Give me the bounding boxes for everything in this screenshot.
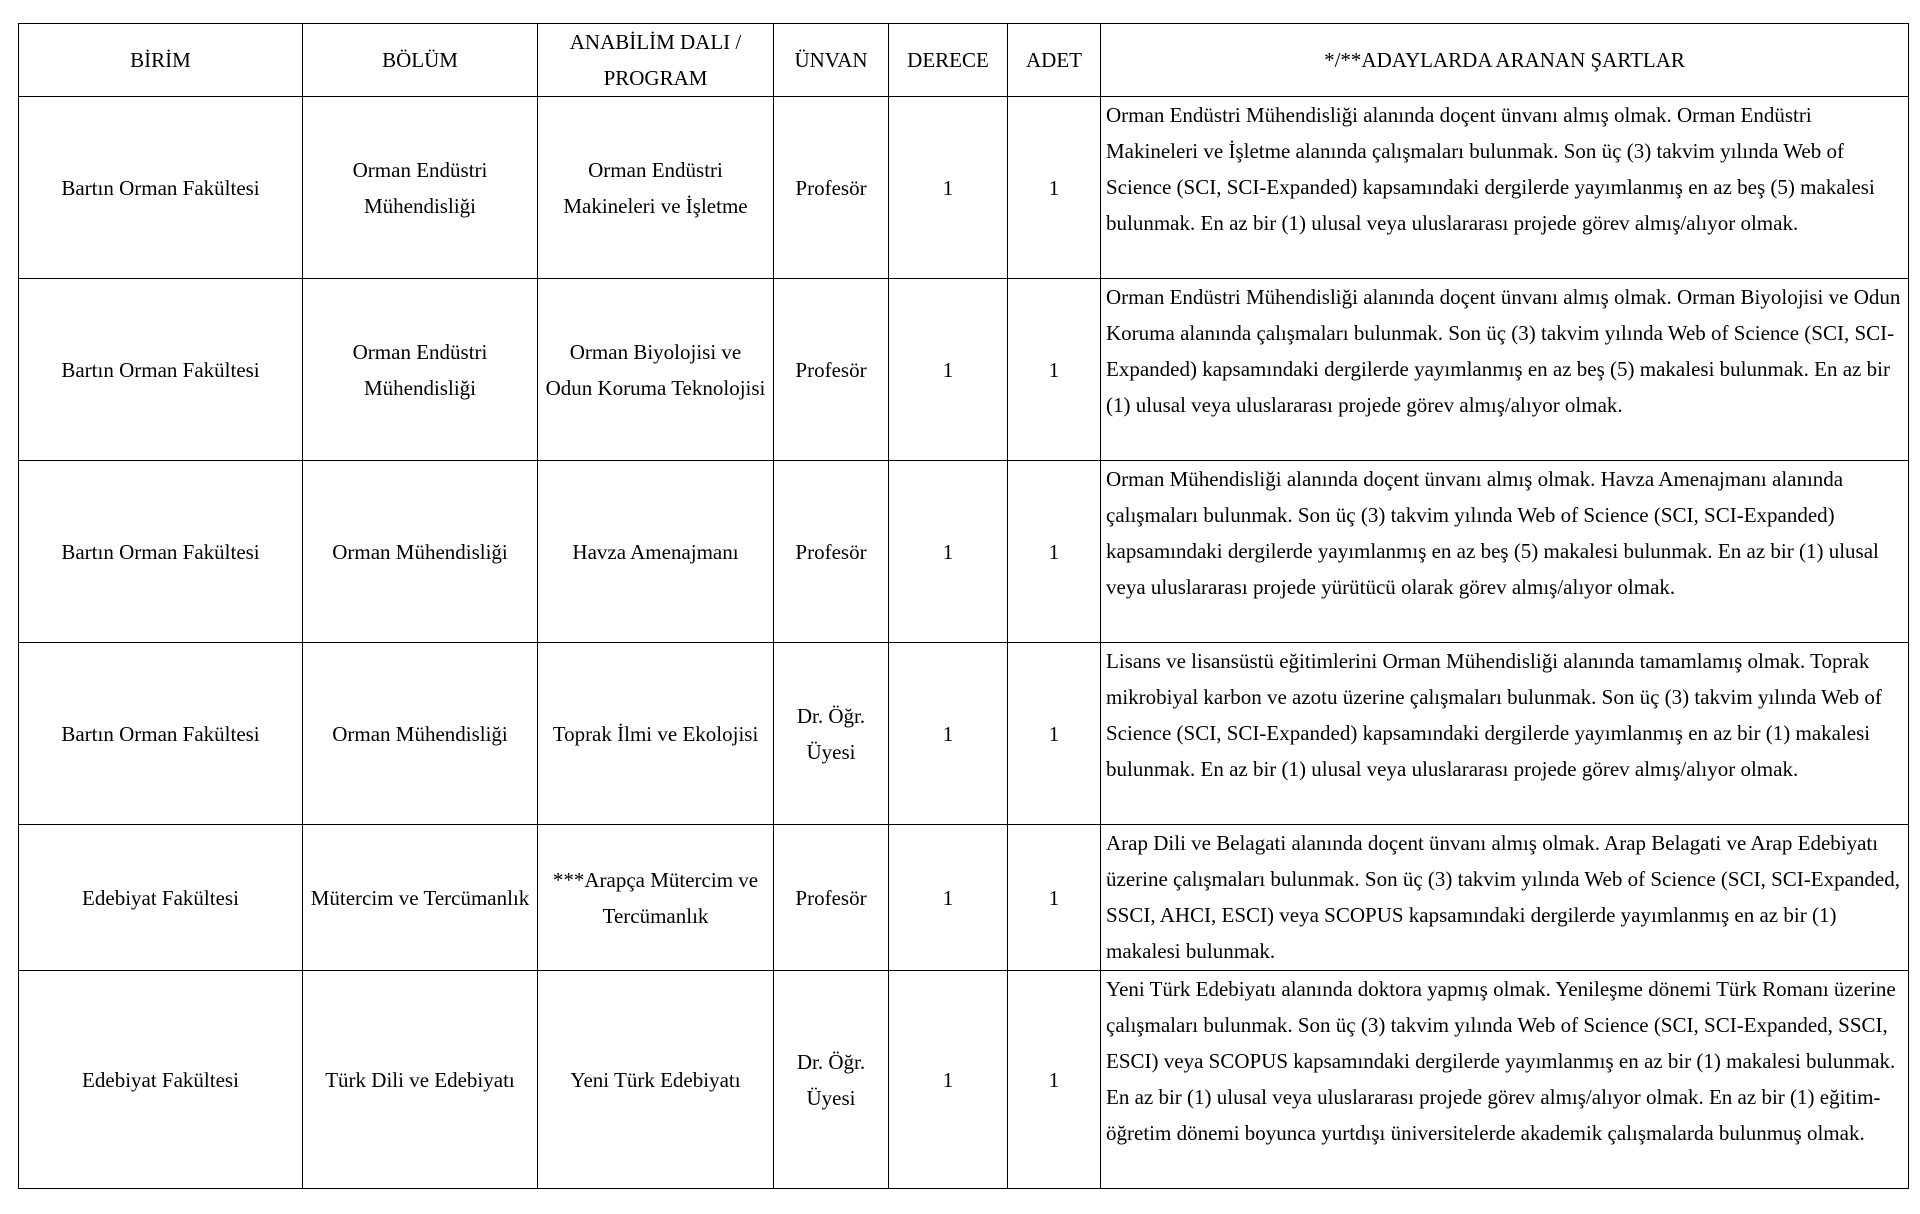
- cell-derece: 1: [889, 825, 1008, 971]
- cell-bolum: [303, 97, 538, 279]
- cell-adet: 1: [1008, 461, 1101, 643]
- positions-table: [18, 23, 1909, 1189]
- header-anabilim: [538, 24, 774, 97]
- cell-sartlar: Lisans ve lisansüstü eğitimlerini Orman Mühendisliği alanında tamamlamış olmak. Toprak mikrobiyal karbon ve azotu üzerine çalışmaları bulunmak. Son üç (3) takvim yılında Web of Science (SCI, SCI-Expanded) kapsamındaki dergilerde yayımlanmış en az bir (1) makalesi bulunmak. En az bir (1) ulusal veya uluslararası projede görev almış/alıyor olmak.: [1101, 643, 1909, 825]
- unvan-text: Profesör: [795, 885, 867, 910]
- header-row: [19, 24, 1909, 97]
- birim-text: Bartın Orman Fakültesi: [61, 539, 260, 564]
- bolum-text: Orman Endüstri Mühendisliği: [352, 157, 488, 218]
- cell-adet: 1: [1008, 971, 1101, 1189]
- unvan-text: Dr. Öğr. Üyesi: [796, 703, 866, 764]
- cell-adet: 1: [1008, 643, 1101, 825]
- cell-derece: 1: [889, 971, 1008, 1189]
- anabilim-text: Orman Endüstri Makineleri ve İşletme: [563, 157, 748, 218]
- header-adet: ADET: [1008, 24, 1101, 97]
- cell-birim: [19, 97, 303, 279]
- table-row: [19, 461, 1909, 643]
- unvan-text: Profesör: [795, 539, 867, 564]
- header-anabilim-line2: PROGRAM: [603, 66, 708, 90]
- header-sartlar: */**ADAYLARDA ARANAN ŞARTLAR: [1101, 24, 1909, 97]
- cell-anabilim: [538, 971, 774, 1189]
- bolum-text: Türk Dili ve Edebiyatı: [325, 1067, 515, 1092]
- table-row: [19, 643, 1909, 825]
- cell-adet: 1: [1008, 279, 1101, 461]
- cell-unvan: [774, 279, 889, 461]
- cell-bolum: [303, 643, 538, 825]
- header-derece: DERECE: [889, 24, 1008, 97]
- cell-unvan: [774, 825, 889, 971]
- cell-unvan: [774, 97, 889, 279]
- unvan-text: Dr. Öğr. Üyesi: [796, 1049, 866, 1110]
- table-row: [19, 279, 1909, 461]
- birim-text: Bartın Orman Fakültesi: [61, 357, 260, 382]
- birim-text: Bartın Orman Fakültesi: [61, 175, 260, 200]
- header-bolum: BÖLÜM: [303, 24, 538, 97]
- anabilim-text: ***Arapça Mütercim ve Tercümanlık: [552, 867, 759, 928]
- cell-anabilim: [538, 825, 774, 971]
- cell-birim: [19, 461, 303, 643]
- cell-unvan: [774, 971, 889, 1189]
- anabilim-text: Havza Amenajmanı: [572, 539, 739, 564]
- header-unvan: ÜNVAN: [774, 24, 889, 97]
- cell-unvan: [774, 643, 889, 825]
- cell-sartlar: Orman Mühendisliği alanında doçent ünvanı almış olmak. Havza Amenajmanı alanında çalışmaları bulunmak. Son üç (3) takvim yılında Web of Science (SCI, SCI-Expanded) kapsamındaki dergilerde yayımlanmış en az beş (5) makalesi bulunmak. En az bir (1) ulusal veya uluslararası projede yürütücü olarak görev almış/alıyor olmak.: [1101, 461, 1909, 643]
- birim-text: Edebiyat Fakültesi: [82, 1067, 239, 1092]
- cell-anabilim: [538, 461, 774, 643]
- cell-sartlar: Orman Endüstri Mühendisliği alanında doçent ünvanı almış olmak. Orman Endüstri Makineleri ve İşletme alanında çalışmaları bulunmak. Son üç (3) takvim yılında Web of Science (SCI, SCI-Expanded) kapsamındaki dergilerde yayımlanmış en az beş (5) makalesi bulunmak. En az bir (1) ulusal veya uluslararası projede görev almış/alıyor olmak.: [1101, 97, 1909, 279]
- header-birim: BİRİM: [19, 24, 303, 97]
- cell-birim: [19, 971, 303, 1189]
- cell-bolum: [303, 461, 538, 643]
- table-row: [19, 971, 1909, 1189]
- cell-sartlar: Orman Endüstri Mühendisliği alanında doçent ünvanı almış olmak. Orman Biyolojisi ve Odun Koruma alanında çalışmaları bulunmak. Son üç (3) takvim yılında Web of Science (SCI, SCI-Expanded) kapsamındaki dergilerde yayımlanmış en az beş (5) makalesi bulunmak. En az bir (1) ulusal veya uluslararası projede görev almış/alıyor olmak.: [1101, 279, 1909, 461]
- anabilim-text: Toprak İlmi ve Ekolojisi: [552, 721, 759, 746]
- anabilim-text: Yeni Türk Edebiyatı: [570, 1067, 741, 1092]
- birim-text: Edebiyat Fakültesi: [82, 885, 239, 910]
- cell-birim: [19, 825, 303, 971]
- bolum-text: Mütercim ve Tercümanlık: [310, 885, 530, 910]
- cell-birim: [19, 279, 303, 461]
- cell-bolum: [303, 825, 538, 971]
- cell-bolum: [303, 971, 538, 1189]
- cell-unvan: [774, 461, 889, 643]
- cell-sartlar: Arap Dili ve Belagati alanında doçent ünvanı almış olmak. Arap Belagati ve Arap Edebiyatı üzerine çalışmaları bulunmak. Son üç (3) takvim yılında Web of Science (SCI, SCI-Expanded, SSCI, AHCI, ESCI) veya SCOPUS kapsamındaki dergilerde yayımlanmış en az bir (1) makalesi bulunmak.: [1101, 825, 1909, 971]
- bolum-text: Orman Endüstri Mühendisliği: [352, 339, 488, 400]
- header-anabilim-line1: ANABİLİM DALI /: [569, 30, 742, 54]
- anabilim-text: Orman Biyolojisi ve Odun Koruma Teknolojisi: [545, 339, 766, 400]
- cell-anabilim: [538, 279, 774, 461]
- cell-derece: 1: [889, 461, 1008, 643]
- cell-sartlar: Yeni Türk Edebiyatı alanında doktora yapmış olmak. Yenileşme dönemi Türk Romanı üzerine çalışmaları bulunmak. Son üç (3) takvim yılında Web of Science (SCI, SCI-Expanded, SSCI, ESCI) veya SCOPUS kapsamındaki dergilerde yayımlanmış en az bir (1) makalesi bulunmak. En az bir (1) ulusal veya uluslararası projede görev almış/alıyor olmak. En az bir (1) eğitim-öğretim dönemi boyunca yurtdışı üniversitelerde akademik çalışmalarda bulunmuş olmak.: [1101, 971, 1909, 1189]
- birim-text: Bartın Orman Fakültesi: [61, 721, 260, 746]
- cell-bolum: [303, 279, 538, 461]
- cell-derece: 1: [889, 643, 1008, 825]
- cell-birim: [19, 643, 303, 825]
- unvan-text: Profesör: [795, 357, 867, 382]
- table-row: [19, 825, 1909, 971]
- bolum-text: Orman Mühendisliği: [332, 721, 508, 746]
- bolum-text: Orman Mühendisliği: [332, 539, 508, 564]
- unvan-text: Profesör: [795, 175, 867, 200]
- cell-derece: 1: [889, 279, 1008, 461]
- cell-derece: 1: [889, 97, 1008, 279]
- cell-anabilim: [538, 97, 774, 279]
- cell-anabilim: [538, 643, 774, 825]
- table-row: [19, 97, 1909, 279]
- cell-adet: 1: [1008, 825, 1101, 971]
- cell-adet: 1: [1008, 97, 1101, 279]
